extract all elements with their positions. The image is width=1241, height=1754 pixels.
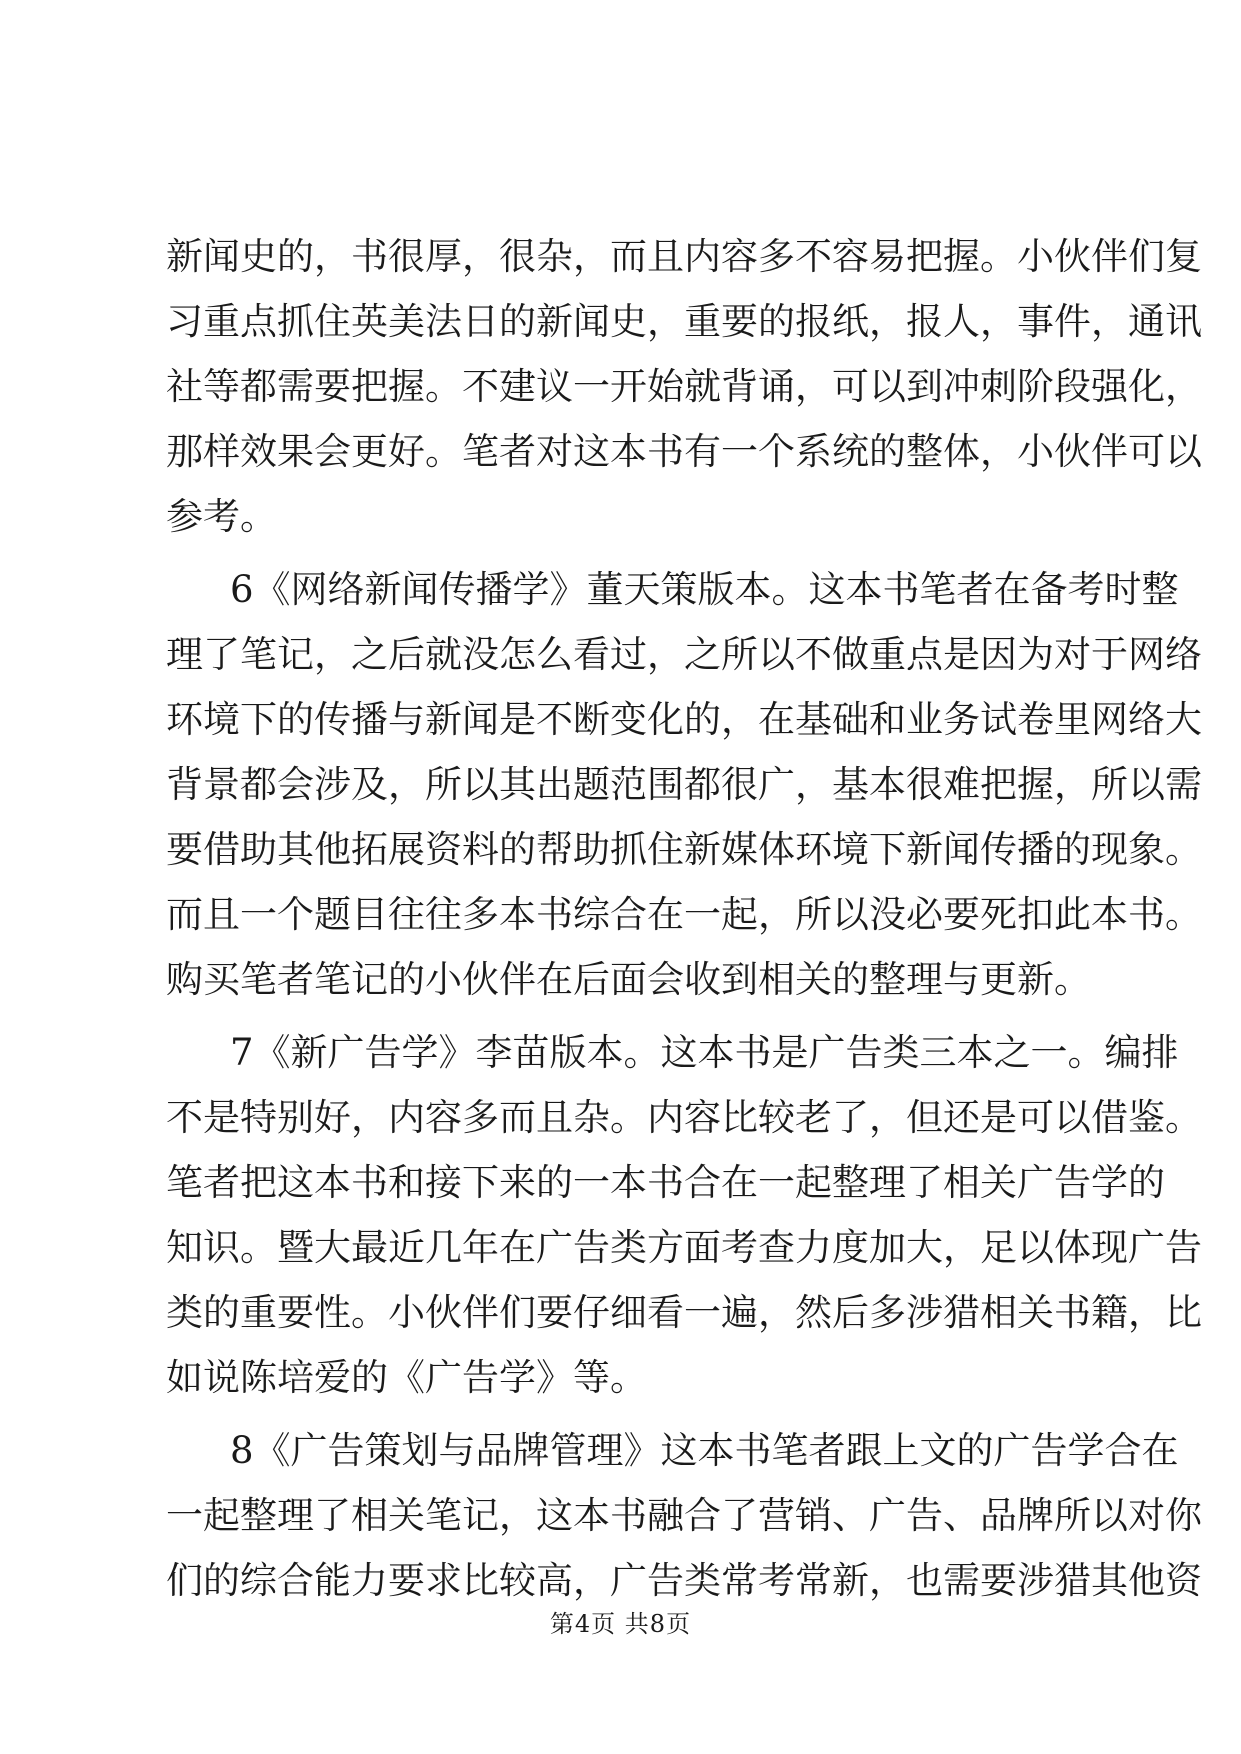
text-line: 那样效果会更好。笔者对这本书有一个系统的整体，小伙伴可以: [166, 430, 1202, 473]
text-line: 们的综合能力要求比较高，广告类常考常新，也需要涉猎其他资: [166, 1559, 1202, 1602]
text-line: 一起整理了相关笔记，这本书融合了营销、广告、品牌所以对你: [166, 1494, 1202, 1537]
text-line: 购买笔者笔记的小伙伴在后面会收到相关的整理与更新。: [166, 958, 1091, 1001]
text-line: 6《网络新闻传播学》董天策版本。这本书笔者在备考时整: [230, 568, 1179, 611]
paragraph: [166, 1020, 1202, 1410]
body-text: [166, 224, 1202, 1613]
text-line: 要借助其他拓展资料的帮助抓住新媒体环境下新闻传播的现象。: [166, 828, 1202, 871]
paragraph: [166, 557, 1202, 1012]
text-line: 笔者把这本书和接下来的一本书合在一起整理了相关广告学的: [166, 1161, 1165, 1204]
page-number-footer: 第4页 共8页: [549, 1610, 692, 1638]
text-line: 知识。暨大最近几年在广告类方面考查力度加大，足以体现广告: [166, 1226, 1202, 1269]
paragraph: [166, 224, 1202, 549]
text-line: 新闻史的，书很厚，很杂，而且内容多不容易把握。小伙伴们复: [166, 235, 1202, 278]
paragraph: [166, 1418, 1202, 1613]
text-line: 不是特别好，内容多而且杂。内容比较老了，但还是可以借鉴。: [166, 1096, 1202, 1139]
text-line: 7《新广告学》李苗版本。这本书是广告类三本之一。编排: [230, 1031, 1179, 1074]
text-line: 习重点抓住英美法日的新闻史，重要的报纸，报人，事件，通讯: [166, 300, 1202, 343]
text-line: 如说陈培爱的《广告学》等。: [166, 1356, 647, 1399]
text-line: 社等都需要把握。不建议一开始就背诵，可以到冲刺阶段强化，: [166, 365, 1202, 408]
text-line: 8《广告策划与品牌管理》这本书笔者跟上文的广告学合在: [230, 1429, 1179, 1472]
text-line: 参考。: [166, 495, 277, 538]
text-line: 类的重要性。小伙伴们要仔细看一遍，然后多涉猎相关书籍，比: [166, 1291, 1202, 1334]
text-line: 背景都会涉及，所以其出题范围都很广，基本很难把握，所以需: [166, 763, 1202, 806]
text-line: 而且一个题目往往多本书综合在一起，所以没必要死扣此本书。: [166, 893, 1202, 936]
text-line: 理了笔记，之后就没怎么看过，之所以不做重点是因为对于网络: [166, 633, 1202, 676]
text-line: 环境下的传播与新闻是不断变化的，在基础和业务试卷里网络大: [166, 698, 1202, 741]
